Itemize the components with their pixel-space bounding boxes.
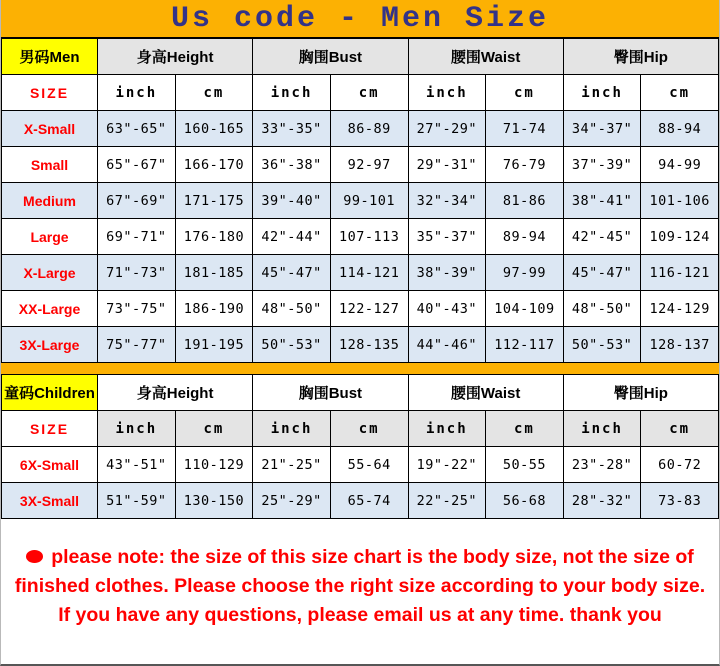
size-value-cell: 128-137 xyxy=(641,327,718,362)
size-value-cell: 104-109 xyxy=(486,291,563,326)
size-row-label: Small xyxy=(2,147,97,182)
size-value-cell: 97-99 xyxy=(486,255,563,290)
size-value-cell: 48"-50" xyxy=(564,291,641,326)
size-value-cell: 32"-34" xyxy=(409,183,486,218)
size-value-cell: 19"-22" xyxy=(409,447,486,482)
size-value-cell: 42"-44" xyxy=(253,219,330,254)
size-value-cell: 67"-69" xyxy=(98,183,175,218)
unit-header: cm xyxy=(641,75,718,110)
size-note xyxy=(1,519,719,630)
unit-header: inch xyxy=(409,411,486,446)
children-section-label: 童码Children xyxy=(2,375,97,410)
size-value-cell: 38"-39" xyxy=(409,255,486,290)
page-title: Us code - Men Size xyxy=(170,1,550,36)
size-value-cell: 56-68 xyxy=(486,483,563,518)
title-bar xyxy=(1,0,719,38)
size-value-cell: 42"-45" xyxy=(564,219,641,254)
size-value-cell: 27"-29" xyxy=(409,111,486,146)
size-value-cell: 73"-75" xyxy=(98,291,175,326)
size-value-cell: 186-190 xyxy=(176,291,253,326)
size-value-cell: 124-129 xyxy=(641,291,718,326)
size-value-cell: 25"-29" xyxy=(253,483,330,518)
size-value-cell: 130-150 xyxy=(176,483,253,518)
size-value-cell: 166-170 xyxy=(176,147,253,182)
men-size-label: SIZE xyxy=(2,75,97,110)
children-size-table xyxy=(1,374,719,519)
unit-header: inch xyxy=(409,75,486,110)
size-value-cell: 44"-46" xyxy=(409,327,486,362)
size-row-label: 6X-Small xyxy=(2,447,97,482)
section-separator xyxy=(1,363,719,374)
measure-header: 胸围Bust xyxy=(253,375,407,410)
size-value-cell: 89-94 xyxy=(486,219,563,254)
size-value-cell: 112-117 xyxy=(486,327,563,362)
unit-header: cm xyxy=(331,411,408,446)
size-value-cell: 92-97 xyxy=(331,147,408,182)
size-value-cell: 40"-43" xyxy=(409,291,486,326)
unit-header: inch xyxy=(564,75,641,110)
size-value-cell: 45"-47" xyxy=(564,255,641,290)
unit-header: cm xyxy=(176,411,253,446)
size-value-cell: 60-72 xyxy=(641,447,718,482)
size-value-cell: 171-175 xyxy=(176,183,253,218)
size-value-cell: 114-121 xyxy=(331,255,408,290)
size-row-label: Medium xyxy=(2,183,97,218)
size-value-cell: 33"-35" xyxy=(253,111,330,146)
unit-header: cm xyxy=(176,75,253,110)
size-value-cell: 122-127 xyxy=(331,291,408,326)
size-value-cell: 76-79 xyxy=(486,147,563,182)
unit-header: cm xyxy=(641,411,718,446)
size-value-cell: 71"-73" xyxy=(98,255,175,290)
size-value-cell: 109-124 xyxy=(641,219,718,254)
unit-header: inch xyxy=(564,411,641,446)
size-value-cell: 75"-77" xyxy=(98,327,175,362)
size-value-cell: 94-99 xyxy=(641,147,718,182)
size-value-cell: 81-86 xyxy=(486,183,563,218)
size-value-cell: 35"-37" xyxy=(409,219,486,254)
size-value-cell: 55-64 xyxy=(331,447,408,482)
size-value-cell: 36"-38" xyxy=(253,147,330,182)
size-value-cell: 51"-59" xyxy=(98,483,175,518)
measure-header: 胸围Bust xyxy=(253,39,407,74)
note-text: please note: the size of this size chart is the body size, not the size of finished clothes. Please choose the right size according to your body size. If you have any questions, please email us at any time. thank you xyxy=(14,546,706,626)
unit-header: inch xyxy=(253,411,330,446)
size-value-cell: 37"-39" xyxy=(564,147,641,182)
size-value-cell: 99-101 xyxy=(331,183,408,218)
size-value-cell: 128-135 xyxy=(331,327,408,362)
men-section-label: 男码Men xyxy=(2,39,97,74)
unit-header: inch xyxy=(98,411,175,446)
size-value-cell: 101-106 xyxy=(641,183,718,218)
size-row-label: 3X-Large xyxy=(2,327,97,362)
size-value-cell: 107-113 xyxy=(331,219,408,254)
size-value-cell: 69"-71" xyxy=(98,219,175,254)
size-value-cell: 28"-32" xyxy=(564,483,641,518)
size-value-cell: 181-185 xyxy=(176,255,253,290)
unit-header: cm xyxy=(486,411,563,446)
size-value-cell: 71-74 xyxy=(486,111,563,146)
measure-header: 身高Height xyxy=(98,39,252,74)
unit-header: inch xyxy=(253,75,330,110)
men-size-table xyxy=(1,38,719,363)
size-value-cell: 29"-31" xyxy=(409,147,486,182)
size-value-cell: 48"-50" xyxy=(253,291,330,326)
children-size-label: SIZE xyxy=(2,411,97,446)
size-row-label: X-Large xyxy=(2,255,97,290)
size-value-cell: 22"-25" xyxy=(409,483,486,518)
size-value-cell: 88-94 xyxy=(641,111,718,146)
size-value-cell: 63"-65" xyxy=(98,111,175,146)
measure-header: 臀围Hip xyxy=(564,375,718,410)
size-row-label: 3X-Small xyxy=(2,483,97,518)
measure-header: 身高Height xyxy=(98,375,252,410)
size-value-cell: 65"-67" xyxy=(98,147,175,182)
size-value-cell: 23"-28" xyxy=(564,447,641,482)
size-value-cell: 45"-47" xyxy=(253,255,330,290)
size-value-cell: 39"-40" xyxy=(253,183,330,218)
size-value-cell: 116-121 xyxy=(641,255,718,290)
size-value-cell: 21"-25" xyxy=(253,447,330,482)
note-bullet-icon xyxy=(26,550,43,563)
unit-header: cm xyxy=(486,75,563,110)
size-value-cell: 38"-41" xyxy=(564,183,641,218)
size-value-cell: 191-195 xyxy=(176,327,253,362)
size-value-cell: 50"-53" xyxy=(253,327,330,362)
measure-header: 腰围Waist xyxy=(409,375,563,410)
size-row-label: Large xyxy=(2,219,97,254)
size-value-cell: 43"-51" xyxy=(98,447,175,482)
size-value-cell: 50-55 xyxy=(486,447,563,482)
size-value-cell: 176-180 xyxy=(176,219,253,254)
size-value-cell: 110-129 xyxy=(176,447,253,482)
size-value-cell: 160-165 xyxy=(176,111,253,146)
unit-header: cm xyxy=(331,75,408,110)
size-value-cell: 50"-53" xyxy=(564,327,641,362)
size-row-label: XX-Large xyxy=(2,291,97,326)
size-value-cell: 73-83 xyxy=(641,483,718,518)
size-value-cell: 34"-37" xyxy=(564,111,641,146)
size-value-cell: 65-74 xyxy=(331,483,408,518)
size-row-label: X-Small xyxy=(2,111,97,146)
measure-header: 腰围Waist xyxy=(409,39,563,74)
unit-header: inch xyxy=(98,75,175,110)
size-value-cell: 86-89 xyxy=(331,111,408,146)
measure-header: 臀围Hip xyxy=(564,39,718,74)
